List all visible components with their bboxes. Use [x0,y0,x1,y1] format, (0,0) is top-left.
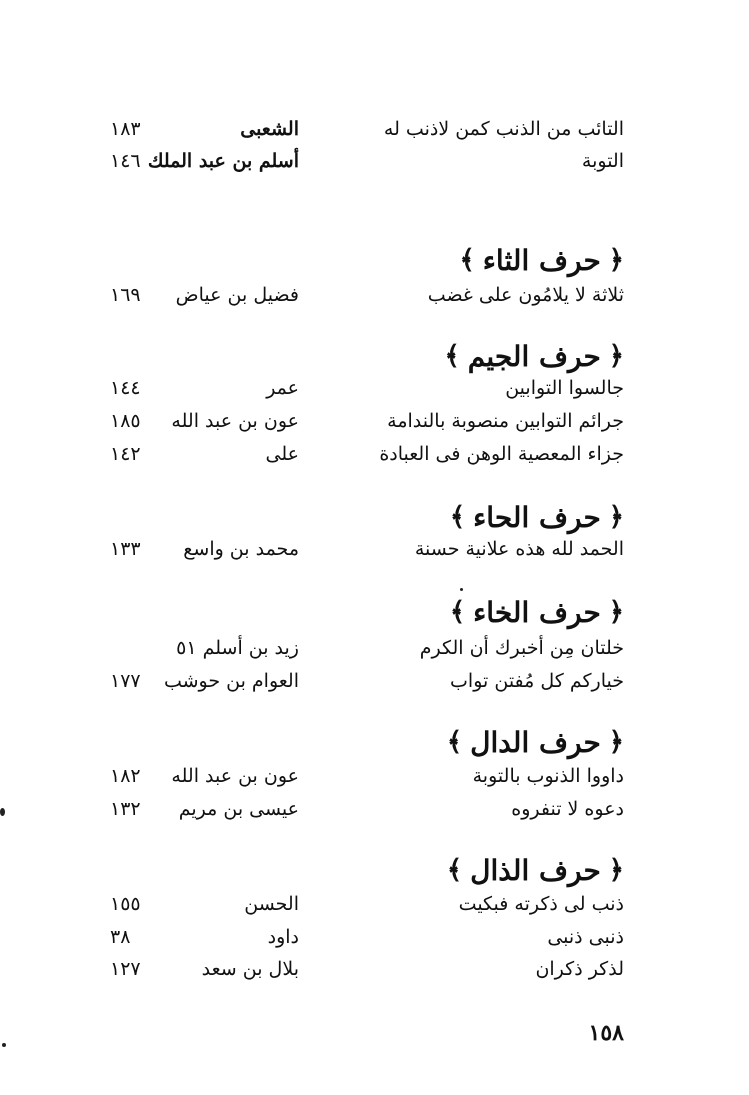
page-number: ١٥٨ [588,1020,624,1046]
phrase-text: خلتان مِن أخبرك أن الكرم [419,637,624,659]
narrator-name: زيد بن أسلم ٥١ [176,637,299,659]
index-row [0,150,749,180]
scan-speck [0,808,5,816]
section-heading-tha [364,238,624,282]
heading-title: حرف الحاء [473,500,601,534]
ornament-open-icon: ﴿ [608,597,624,627]
index-row [0,443,749,473]
index-row [0,798,749,828]
phrase-text: داووا الذنوب بالتوبة [472,765,624,787]
phrase-text: ذنبى ذنبى [547,926,624,948]
section-heading-dhal [364,848,624,892]
phrase-text: ثلاثة لا يلامُون على غضب [427,284,624,306]
phrase-text: الحمد لله هذه علانية حسنة [414,538,624,560]
page-reference: ١٥٥ [110,893,141,915]
phrase-text: التوبة [581,150,624,172]
ornament-close-icon: ﴾ [444,341,460,371]
scan-speck [2,1043,6,1047]
phrase-text: ذنب لى ذكرته فبكيت [458,893,624,915]
index-row [0,926,749,956]
phrase-text: جزاء المعصية الوهن فى العبادة [379,443,624,465]
index-row [0,377,749,407]
narrator-name: فضيل بن عياض [175,284,299,306]
phrase-text: جرائم التوابين منصوبة بالندامة [387,410,624,432]
ornament-close-icon: ﴾ [446,727,463,757]
heading-title: حرف الدال [470,725,601,759]
narrator-name: عيسى بن مريم [178,798,299,820]
narrator-name: الشعبى [240,118,299,140]
index-row [0,637,749,667]
page-reference: ١٤٤ [110,377,141,399]
phrase-text: خياركم كل مُفتن تواب [450,670,624,692]
phrase-text: دعوه لا تنفروه [511,798,624,820]
narrator-name: داود [267,926,299,948]
scan-speck [460,588,463,591]
narrator-name: بلال بن سعد [201,958,299,980]
phrase-text: لذكر ذكران [535,958,624,980]
heading-title: حرف الجيم [467,339,601,373]
section-heading-jim [364,334,624,378]
heading-title: حرف الخاء [473,595,601,629]
phrase-text: جالسوا التوابين [505,377,624,399]
narrator-name: عمر [266,377,299,399]
index-row [0,538,749,568]
page-reference: ١٣٢ [110,798,141,820]
page-reference: ١٤٦ [110,150,141,172]
index-row [0,410,749,440]
ornament-open-icon: ﴿ [608,341,624,371]
phrase-text: التائب من الذنب كمن لاذنب له [383,118,624,140]
section-heading-ha [364,495,624,539]
narrator-name: العوام بن حوشب [163,670,299,692]
heading-title: حرف الذال [470,853,601,887]
ornament-open-icon: ﴿ [608,245,624,275]
page-reference: ١٢٧ [110,958,141,980]
ornament-close-icon: ﴾ [449,597,466,627]
index-row [0,284,749,314]
heading-title: حرف الثاء [482,243,601,277]
narrator-name: على [265,443,299,465]
page-reference: ١٦٩ [110,284,141,306]
page-reference: ١٤٢ [110,443,141,465]
index-row [0,118,749,148]
index-row [0,670,749,700]
section-heading-kha [364,590,624,634]
narrator-name: عون بن عبد الله [171,765,299,787]
page-reference: ١٨٣ [110,118,141,140]
page-reference: ١٨٢ [110,765,141,787]
ornament-open-icon: ﴿ [608,502,624,532]
page-reference: ١٣٣ [110,538,141,560]
page-reference: ١٨٥ [110,410,141,432]
narrator-name: محمد بن واسع [183,538,299,560]
ornament-close-icon: ﴾ [449,502,466,532]
ornament-open-icon: ﴿ [608,727,624,757]
page-reference: ٣٨ [110,926,131,948]
index-row [0,958,749,988]
index-row [0,893,749,923]
narrator-name: أسلم بن عبد الملك [147,150,299,172]
index-row [0,765,749,795]
page-reference: ١٧٧ [110,670,141,692]
ornament-close-icon: ﴾ [459,245,475,275]
ornament-close-icon: ﴾ [446,855,463,885]
narrator-name: الحسن [244,893,299,915]
section-heading-dal [364,720,624,764]
ornament-open-icon: ﴿ [608,855,624,885]
narrator-name: عون بن عبد الله [171,410,299,432]
